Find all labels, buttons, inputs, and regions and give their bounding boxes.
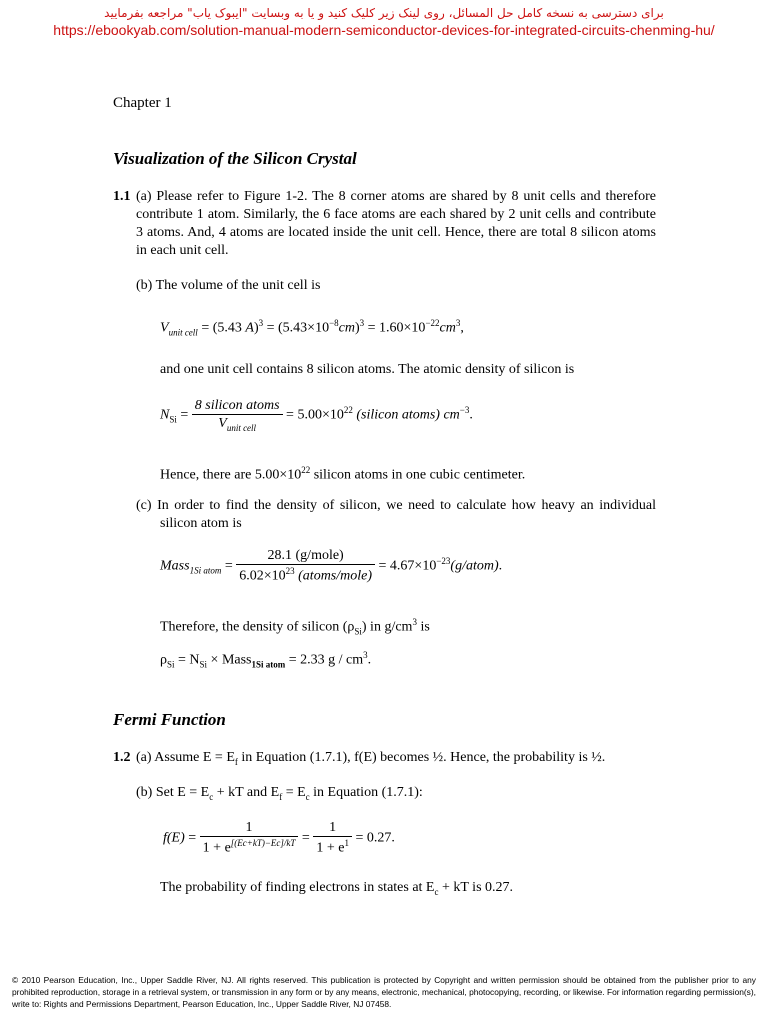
eq-denominator xyxy=(192,414,283,433)
eq-symbol: ρ xyxy=(160,652,167,668)
eq-text: . xyxy=(498,558,503,574)
eq-fraction xyxy=(200,820,299,857)
eq-exponent: 3 xyxy=(258,318,264,328)
eq-subscript: 1Si atom xyxy=(189,565,222,576)
section-title-fermi-function: Fermi Function xyxy=(113,710,226,729)
chapter-title: Chapter 1 xyxy=(113,95,172,111)
eq-text: 1 + e xyxy=(202,840,231,856)
problem-1-1-part-a xyxy=(136,188,656,260)
text-part: (b) Set E = E xyxy=(136,785,210,800)
unit-cell-atoms-text: and one unit cell contains 8 silicon atoms. The atomic density of silicon is xyxy=(160,362,575,377)
copyright-footer: © 2010 Pearson Education, Inc., Upper Saddle River, NJ. All rights reserved. This publication is protected by Copyright and written permission should be obtained from the publisher prior to any prohibited reproduction, storage in a retrieval system, or transmission in any form or by any means, electronic, mechanical, photocopying, recording, or likewise. For information regarding permission(s), write to: Rights and Permissions Department, Pearson Education, Inc., Upper Saddle River, NJ 07458. xyxy=(12,975,756,1009)
eq-text: ) xyxy=(253,320,259,336)
section-title-silicon-crystal: Visualization of the Silicon Crystal xyxy=(113,149,357,168)
hence-atoms-text xyxy=(160,461,525,485)
eq-text: = 0.27 xyxy=(351,830,392,846)
text-part: in Equation (1.7.1), f(E) becomes ½. Hence, the probability is ½. xyxy=(237,750,606,765)
equation-fermi-probability xyxy=(163,820,395,857)
promo-banner-link[interactable]: https://ebookyab.com/solution-manual-modern-semiconductor-devices-for-integrated-circuits-chenming-hu/ xyxy=(53,22,715,38)
eq-unit: (silicon atoms) cm xyxy=(352,407,460,423)
eq-exponent: 3 xyxy=(363,650,368,660)
eq-text: = 2.33 g / cm xyxy=(285,652,364,668)
equation-silicon-density xyxy=(160,650,371,669)
problem-1-2-part-a xyxy=(136,749,605,771)
eq-text: . xyxy=(391,830,395,846)
eq-symbol: V xyxy=(218,416,227,431)
text-subscript: c xyxy=(305,791,310,802)
eq-exponent: 22 xyxy=(343,404,353,415)
eq-exponent: −22 xyxy=(425,318,440,328)
eq-numerator: 1 xyxy=(329,820,337,835)
text-part: is xyxy=(416,619,430,635)
text-part: (a) Assume E = E xyxy=(136,750,235,765)
eq-numerator: 28.1 (g/mole) xyxy=(267,548,344,563)
eq-subscript: Si xyxy=(169,414,177,425)
text-subscript: f xyxy=(279,791,283,802)
eq-text: = xyxy=(176,407,192,423)
eq-denominator xyxy=(313,836,352,857)
eq-text: = (5.43 xyxy=(197,320,246,336)
eq-unit: (g/atom) xyxy=(450,558,499,574)
eq-text: = xyxy=(298,830,314,846)
eq-text: 1 + e xyxy=(316,840,345,856)
text-part: in Equation (1.7.1): xyxy=(309,785,423,800)
eq-exponent: −23 xyxy=(436,555,451,566)
eq-numerator: 1 xyxy=(245,820,253,835)
text-part: Therefore, the density of silicon (ρ xyxy=(160,619,355,635)
eq-exponent: −8 xyxy=(329,318,339,328)
problem-1-1-part-c: (c) In order to find the density of silicon, we need to calculate how heavy an individual silicon atom is xyxy=(136,498,656,531)
eq-text: = xyxy=(221,558,237,574)
text-part: The probability of finding electrons in states at E xyxy=(160,880,435,895)
eq-symbol: Mass xyxy=(160,558,190,574)
eq-text: = 1.60×10 xyxy=(364,320,426,336)
eq-symbol: N xyxy=(160,407,170,423)
text-subscript: Si xyxy=(354,626,362,637)
eq-subscript: Si xyxy=(199,659,208,670)
promo-banner-text[interactable]: برای دسترسی به نسخه کامل حل المسائل، روی لینک زیر کلیک کنید و یا به وبسایت "ایبوک یاب" مراجعه بفرمایید xyxy=(104,6,664,20)
problem-1-1-part-b: (b) The volume of the unit cell is xyxy=(136,278,321,293)
text-part: Hence, there are 5.00×10 xyxy=(160,467,302,483)
eq-symbol: f(E) xyxy=(163,830,185,846)
text-part: = E xyxy=(282,785,306,800)
eq-exponent: 1 xyxy=(344,838,349,848)
text-part: ) in g/cm xyxy=(361,619,413,635)
problem-1-1-part-a-text: (a) Please refer to Figure 1-2. The 8 corner atoms are shared by 8 unit cells and therefore contribute 1 atom. Similarly, the 6 face atoms are each shared by 2 unit cells and contribute 3 atoms. And, 4 atoms are located inside the unit cell. Hence, there are total 8 silicon atoms in each unit cell. xyxy=(136,189,656,258)
text-subscript: c xyxy=(434,886,439,897)
eq-text: = 5.00×10 xyxy=(282,407,344,423)
problem-number-1-2: 1.2 xyxy=(113,750,131,765)
eq-unit: (atoms/mole) xyxy=(294,568,373,584)
eq-subscript: Si xyxy=(167,659,175,670)
eq-text: 6.02×10 xyxy=(239,568,286,584)
eq-unit: cm xyxy=(338,320,355,336)
eq-exponent: 3 xyxy=(455,318,461,328)
eq-text: × Mass xyxy=(207,652,252,668)
eq-subscript: unit cell xyxy=(226,422,257,433)
eq-text: = N xyxy=(174,652,200,668)
eq-exponent: [(Ec+kT)−Ec]/kT xyxy=(230,838,296,848)
equation-atom-mass xyxy=(160,548,502,585)
text-subscript: f xyxy=(234,756,238,767)
eq-text: . xyxy=(469,407,473,423)
eq-text: . xyxy=(367,652,372,668)
eq-symbol: V xyxy=(160,320,169,336)
eq-exponent: 23 xyxy=(285,566,295,576)
eq-exponent: 3 xyxy=(359,318,365,328)
eq-fraction xyxy=(192,398,283,433)
text-part: silicon atoms in one cubic centimeter. xyxy=(310,467,526,483)
eq-subscript: 1Si atom xyxy=(251,659,286,670)
eq-subscript: unit cell xyxy=(168,327,198,338)
problem-1-2-part-b xyxy=(136,784,423,806)
eq-numerator: 8 silicon atoms xyxy=(194,398,280,413)
text-exponent: 3 xyxy=(412,617,417,627)
text-part: + kT is 0.27. xyxy=(438,880,514,895)
text-part: + kT and E xyxy=(213,785,280,800)
eq-text: ) xyxy=(354,320,360,336)
problem-number-1-1: 1.1 xyxy=(113,189,131,204)
equation-unit-cell-volume xyxy=(160,318,464,337)
probability-result-text xyxy=(160,879,513,901)
eq-symbol: A xyxy=(245,320,254,336)
eq-text: = 4.67×10 xyxy=(375,558,437,574)
equation-atomic-density xyxy=(160,398,473,433)
text-subscript: c xyxy=(209,791,214,802)
eq-text: = xyxy=(184,830,200,846)
density-intro-text xyxy=(160,613,430,640)
eq-denominator xyxy=(236,564,375,585)
eq-text: , xyxy=(460,320,464,336)
text-exponent: 22 xyxy=(301,465,311,475)
eq-exponent: −3 xyxy=(459,404,470,415)
eq-denominator xyxy=(200,836,299,857)
eq-text: = (5.43×10 xyxy=(263,320,330,336)
eq-fraction xyxy=(313,820,352,857)
eq-fraction xyxy=(236,548,375,585)
eq-unit: cm xyxy=(439,320,456,336)
